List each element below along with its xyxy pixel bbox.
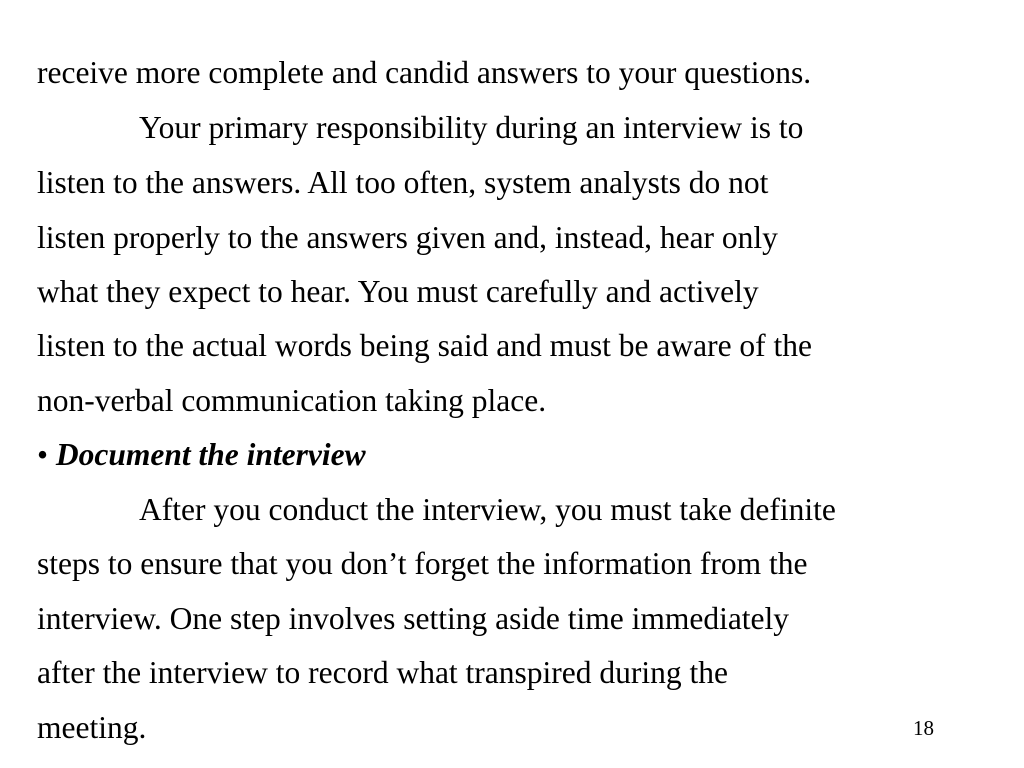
page-number: 18	[913, 716, 934, 740]
paragraph-line: meeting.	[37, 710, 147, 745]
paragraph-line: what they expect to hear. You must carefully and actively	[37, 274, 759, 309]
paragraph-line: interview. One step involves setting aside time immediately	[37, 601, 790, 636]
paragraph-line: listen to the answers. All too often, system analysts do not	[37, 165, 769, 200]
paragraph-line: Your primary responsibility during an interview is to	[139, 110, 804, 145]
paragraph-line: After you conduct the interview, you must take definite	[139, 492, 836, 527]
bullet-heading	[37, 437, 366, 473]
bullet-marker: •	[37, 437, 49, 472]
paragraph-line: listen properly to the answers given and, instead, hear only	[37, 220, 778, 255]
section-heading: Document the interview	[55, 437, 366, 472]
paragraph-line: receive more complete and candid answers to your questions.	[37, 55, 812, 90]
paragraph-line: steps to ensure that you don’t forget the information from the	[37, 546, 808, 581]
paragraph-line: after the interview to record what transpired during the	[37, 655, 728, 690]
paragraph-line: listen to the actual words being said and must be aware of the	[37, 328, 813, 363]
paragraph-line: non-verbal communication taking place.	[37, 383, 547, 418]
